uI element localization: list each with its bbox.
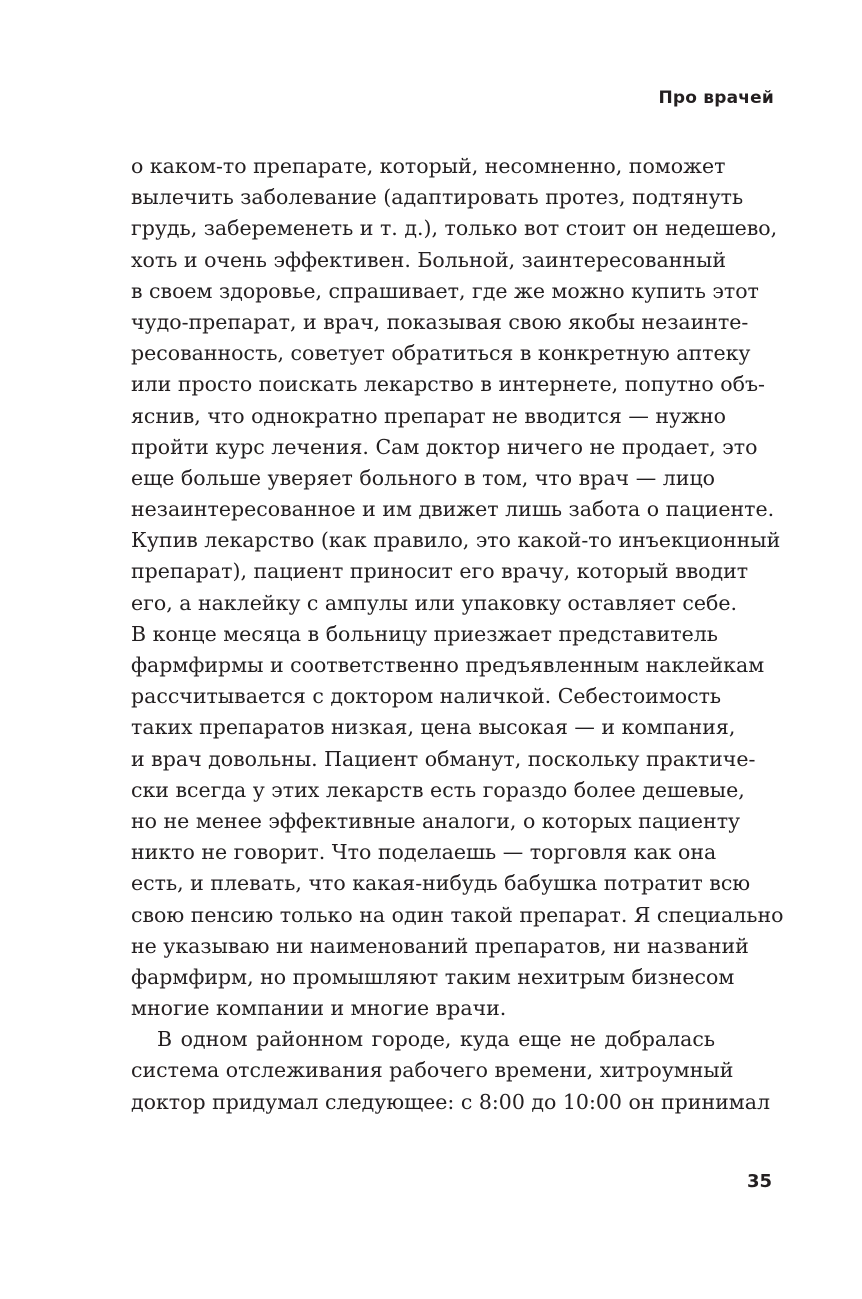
text-line: В конце месяца в больницу приезжает представитель bbox=[131, 621, 718, 646]
text-line: многие компании и многие врачи. bbox=[131, 996, 507, 1021]
text-line: и врач довольны. Пациент обманут, поскольку практиче- bbox=[131, 746, 756, 771]
body-text bbox=[131, 151, 784, 1118]
text-line: незаинтересованное и им движет лишь забота о пациенте. bbox=[131, 497, 775, 522]
text-line: есть, и плевать, что какая-нибудь бабушка потратит всю bbox=[131, 871, 751, 896]
text-line: свою пенсию только на один такой препарат. Я специально bbox=[131, 902, 784, 927]
text-line: доктор придумал следующее: с 8:00 до 10:00 он принимал bbox=[131, 1089, 770, 1114]
text-line: не указываю ни наименований препаратов, ни названий bbox=[131, 933, 749, 958]
paragraph bbox=[131, 151, 784, 1024]
text-line: чудо-препарат, и врач, показывая свою якобы незаинте- bbox=[131, 309, 749, 334]
text-line: препарат), пациент приносит его врачу, который вводит bbox=[131, 559, 749, 584]
text-line: в своем здоровье, спрашивает, где же можно купить этот bbox=[131, 278, 759, 303]
text-line: В одном районном городе, куда еще не добралась bbox=[157, 1027, 715, 1052]
text-line: таких препаратов низкая, цена высокая — и компания, bbox=[131, 715, 736, 740]
text-line: но не менее эффективные аналоги, о которых пациенту bbox=[131, 808, 741, 833]
text-line: еще больше уверяет больного в том, что врач — лицо bbox=[131, 465, 715, 490]
text-line: рассчитывается с доктором наличкой. Себестоимость bbox=[131, 684, 722, 709]
text-line: ресованность, советует обратиться в конкретную аптеку bbox=[131, 341, 751, 366]
text-line: вылечить заболевание (адаптировать протез, подтянуть bbox=[131, 185, 744, 210]
text-line: ски всегда у этих лекарств есть гораздо более дешевые, bbox=[131, 777, 745, 802]
text-line: грудь, забеременеть и т. д.), только вот стоит он недешево, bbox=[131, 216, 778, 241]
text-line: или просто поискать лекарство в интернете, попутно объ- bbox=[131, 372, 765, 397]
text-line: его, а наклейку с ампулы или упаковку оставляет себе. bbox=[131, 590, 738, 615]
text-line: пройти курс лечения. Сам доктор ничего не продает, это bbox=[131, 434, 758, 459]
text-line: о каком-то препарате, который, несомненно, поможет bbox=[131, 154, 726, 178]
text-line: фармфирм, но промышляют таким нехитрым бизнесом bbox=[131, 964, 735, 989]
text-line: система отслеживания рабочего времени, хитроумный bbox=[131, 1058, 734, 1083]
page-number: 35 bbox=[746, 1171, 772, 1192]
running-head: Про врачей bbox=[658, 88, 774, 108]
text-line: яснив, что однократно препарат не вводится — нужно bbox=[131, 403, 726, 428]
text-line: Купив лекарство (как правило, это какой-то инъекционный bbox=[131, 528, 781, 553]
text-line: хоть и очень эффективен. Больной, заинтересованный bbox=[131, 247, 727, 272]
paragraph bbox=[131, 1024, 770, 1118]
text-line: никто не говорит. Что поделаешь — торговля как она bbox=[131, 840, 717, 865]
text-line: фармфирмы и соответственно предъявленным наклейкам bbox=[131, 653, 765, 677]
